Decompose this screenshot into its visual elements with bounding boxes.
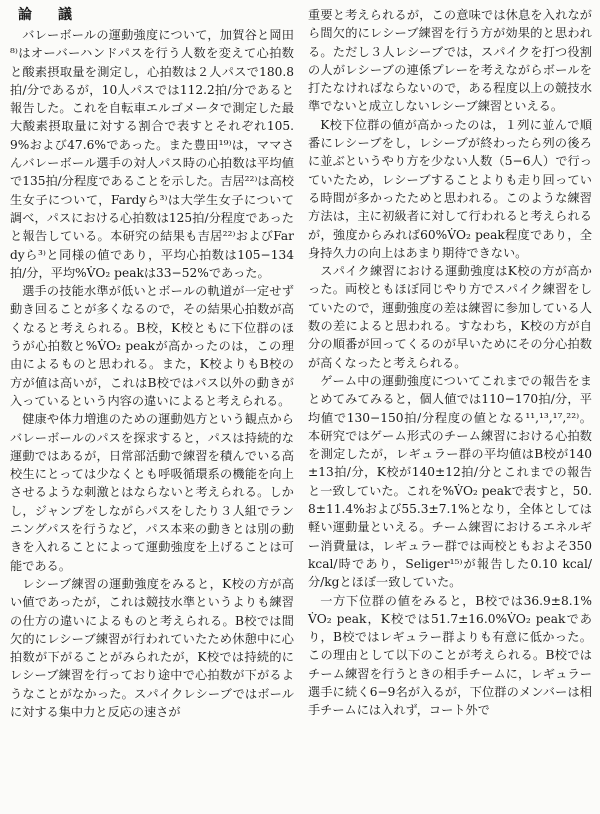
paragraph: 選手の技能水準が低いとボールの軌道が一定せず動き回ることが多くなるので，その結果心拍数が高くなると考えられる。B校，K校ともに下位群のほうが心拍数と%V̇O₂ peakが高かったのは，この理由によるものと思われる。また，K校よりもB校の方が値は高いが，これはB校ではパス以外の動きが入っているという内容の違いによると考えられる。 (10, 284, 294, 408)
paragraph: K校下位群の値が高かったのは，１列に並んで順番にレシーブをし，レシーブが終わったら列の後ろに並ぶというやり方を少ない人数（5−6人）で行っていたため，レシーブすることよりも走り回っている時間が多かったためと思われる。このような練習方法は，主に初級者に対して行われると考えられるが，強度からみれば60%V̇O₂ peak程度であり，全身持久力の向上はあまり期待できない。 (308, 117, 592, 260)
paragraph: 重要と考えられるが，この意味では休息を入れながら間欠的にレシーブ練習を行う方が効果的と思われる。ただし３人レシーブでは，スパイクを打つ役割の人がレシーブの連係プレーを考えながらボールを打たなければならないので，ある程度以上の競技水準でないと成立しないレシーブ練習といえる。 (308, 8, 592, 114)
paragraph: 一方下位群の値をみると，B校では36.9±8.1%V̇O₂ peak，K校では51.7±16.0%V̇O₂ peakであり，B校ではレギュラー群よりも有意に低かった。この理由として以下のことが考えられる。B校ではチーム練習を行うときの相手チームに，レギュラー選手に続く6−9名が入るが，下位群のメンバーは相手チームには入れず，コート外で (308, 593, 592, 718)
right-column (308, 6, 592, 721)
paragraph: バレーボールの運動強度について，加賀谷と岡田⁸⁾はオーバーハンドパスを行う人数を変えて心拍数と酸素摂取量を測定し，心拍数は２人パスで180.8拍/分であるが，10人パスでは112.2拍/分であると報告した。これを自転車エルゴメータで測定した最大酸素摂取量に対する割合で表すとそれぞれ105.9%および47.6%であった。また豊田¹⁹⁾は，ママさんバレーボール選手の対人パス時の心拍数は平均値で135拍/分程度であることを示した。吉居²²⁾は高校生女子について，Fardyら³⁾は大学生女子について調べ，パスにおける心拍数は125拍/分程度であったと報告している。本研究の結果も吉居²²⁾およびFardyら³⁾と同様の値であり，平均心拍数は105−134拍/分，平均%V̇O₂ peakは33−52%であった。 (10, 28, 294, 280)
paragraph: スパイク練習における運動強度はK校の方が高かった。両校ともほぼ同じやり方でスパイク練習をしていたので，運動強度の差は練習に参加している人数の差によると思われる。すなわち，K校の方が自分の順番が回ってくるのが早いためにその分心拍数が高くなったと考えられる。 (308, 264, 592, 370)
section-heading: 論 議 (18, 7, 78, 23)
paragraph: レシーブ練習の運動強度をみると，K校の方が高い値であったが，これは競技水準というよりも練習の仕方の違いによるものと考えられる。B校では間欠的にレシーブ練習が行われていたため休憩中に心拍数が下がることがみられたが，K校では持続的にレシーブ練習を行っており途中で心拍数が下がるようなことがなかった。スパイクレシーブではボールに対する集中力と反応の速さが (10, 576, 294, 719)
two-column-body (10, 6, 592, 721)
left-column (10, 6, 294, 721)
paragraph: ゲーム中の運動強度についてこれまでの報告をまとめてみてみると，個人値では110−170拍/分，平均値で130−150拍/分程度の値となる¹¹,¹³,¹⁷,²²⁾。本研究ではゲーム形式のチーム練習における心拍数を測定したが，レギュラー群の平均値はB校が140±13拍/分，K校が140±12拍/分とこれまでの報告と一致していた。これを%V̇O₂ peakで表すと，50.8±11.4%および55.3±7.1%となり，全体としては軽い運動量といえる。チーム練習におけるエネルギー消費量は，レギュラー群では両校ともおよそ350 kcal/時であり，Seliger¹⁵⁾が報告した0.10 kcal/分/kgとほぼ一致していた。 (308, 373, 592, 590)
paragraph: 健康や体力増進のための運動処方という観点からバレーボールのパスを探求すると，パスは持続的な運動ではあるが，日常部活動で練習を積んでいる高校生にとっては少なくとも呼吸循環系の機能を向上させるような刺激とはならないと考えられる。しかし，ジャンプをしながらパスをしたり３人組でランニングパスを行うなど，パス本来の動きとは別の動きを入れることによって運動強度を上げることは可能である。 (10, 412, 294, 573)
